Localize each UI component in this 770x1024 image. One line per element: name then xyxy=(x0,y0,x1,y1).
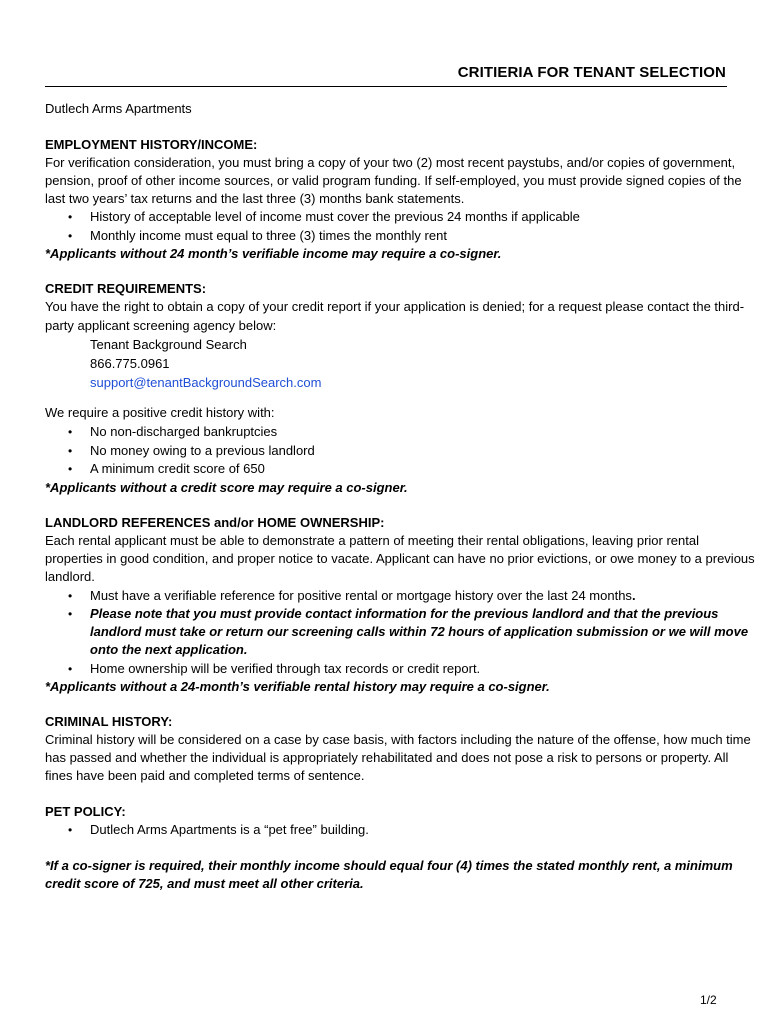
property-name: Dutlech Arms Apartments xyxy=(45,101,192,116)
credit-para-line: party applicant screening agency below: xyxy=(45,318,277,333)
landlord-para-line: properties in good condition, and proper notice to vacate. Applicant can have no prior evictions, or owe money to a previous xyxy=(45,551,755,566)
employment-bullet: History of acceptable level of income must cover the previous 24 months if applicable xyxy=(90,209,580,224)
employment-bullet: Monthly income must equal to three (3) times the monthly rent xyxy=(90,228,447,243)
landlord-heading: LANDLORD REFERENCES and/or HOME OWNERSHIP: xyxy=(45,515,385,530)
landlord-important-line: Please note that you must provide contact information for the previous landlord and that the previous xyxy=(90,606,719,621)
credit-para-line: You have the right to obtain a copy of your credit report if your application is denied; for a request please contact the third- xyxy=(45,299,745,314)
employment-para-line: pension, proof of other income sources, or valid program funding. If self-employed, you must provide signed copies of the xyxy=(45,173,742,188)
credit-intro: We require a positive credit history with: xyxy=(45,405,275,420)
employment-para-line: For verification consideration, you must bring a copy of your two (2) most recent paystubs, and/or copies of government, xyxy=(45,155,736,170)
employment-heading: EMPLOYMENT HISTORY/INCOME: xyxy=(45,137,258,152)
bullet-icon: • xyxy=(68,607,73,621)
agency-name: Tenant Background Search xyxy=(90,337,247,352)
cosigner-note-line: credit score of 725, and must meet all other criteria. xyxy=(45,876,364,891)
landlord-para-line: Each rental applicant must be able to demonstrate a pattern of meeting their rental obligations, leaving prior rental xyxy=(45,533,699,548)
landlord-bullet: Home ownership will be verified through tax records or credit report. xyxy=(90,661,481,676)
credit-bullet: A minimum credit score of 650 xyxy=(90,461,265,476)
agency-phone: 866.775.0961 xyxy=(90,356,170,371)
credit-bullet: No money owing to a previous landlord xyxy=(90,443,315,458)
credit-heading: CREDIT REQUIREMENTS: xyxy=(45,281,207,296)
criminal-para-line: Criminal history will be considered on a case by case basis, with factors including the nature of the offense, how much time xyxy=(45,732,751,747)
landlord-important-line: onto the next application. xyxy=(90,642,248,657)
landlord-bullet xyxy=(90,587,636,605)
landlord-bullet-text: Must have a verifiable reference for positive rental or mortgage history over the last 24 months xyxy=(90,588,632,603)
bullet-icon: • xyxy=(68,425,73,439)
page-title: CRITIERIA FOR TENANT SELECTION xyxy=(457,64,726,81)
credit-note: *Applicants without a credit score may require a co-signer. xyxy=(45,480,408,495)
landlord-important-line: landlord must take or return our screening calls within 72 hours of application submission or we will move xyxy=(90,624,749,639)
criminal-heading: CRIMINAL HISTORY: xyxy=(45,714,173,729)
bullet-icon: • xyxy=(68,662,73,676)
cosigner-note-line: *If a co-signer is required, their monthly income should equal four (4) times the stated monthly rent, a minimum xyxy=(45,858,733,873)
bullet-icon: • xyxy=(68,229,73,243)
bullet-icon: • xyxy=(68,210,73,224)
credit-bullet: No non-discharged bankruptcies xyxy=(90,424,278,439)
page-number: 1/2 xyxy=(700,993,717,1007)
employment-note: *Applicants without 24 month’s verifiable income may require a co-signer. xyxy=(45,246,502,261)
agency-email-link[interactable]: support@tenantBackgroundSearch.com xyxy=(90,375,322,390)
pet-heading: PET POLICY: xyxy=(45,804,126,819)
bullet-icon: • xyxy=(68,589,73,603)
bullet-icon: • xyxy=(68,444,73,458)
criminal-para-line: has passed and whether the individual is appropriately rehabilitated and does not pose a risk to persons or property. All xyxy=(45,750,729,765)
bullet-icon: • xyxy=(68,462,73,476)
landlord-note: *Applicants without a 24-month’s verifiable rental history may require a co-signer. xyxy=(45,679,550,694)
employment-para-line: last two years’ tax returns and the last three (3) months bank statements. xyxy=(45,191,465,206)
title-underline xyxy=(45,86,727,87)
bullet-icon: • xyxy=(68,823,73,837)
pet-bullet: Dutlech Arms Apartments is a “pet free” building. xyxy=(90,822,369,837)
criminal-para-line: fines have been paid and completed terms of sentence. xyxy=(45,768,365,783)
landlord-para-line: landlord. xyxy=(45,569,95,584)
landlord-bullet-period: . xyxy=(631,588,636,603)
